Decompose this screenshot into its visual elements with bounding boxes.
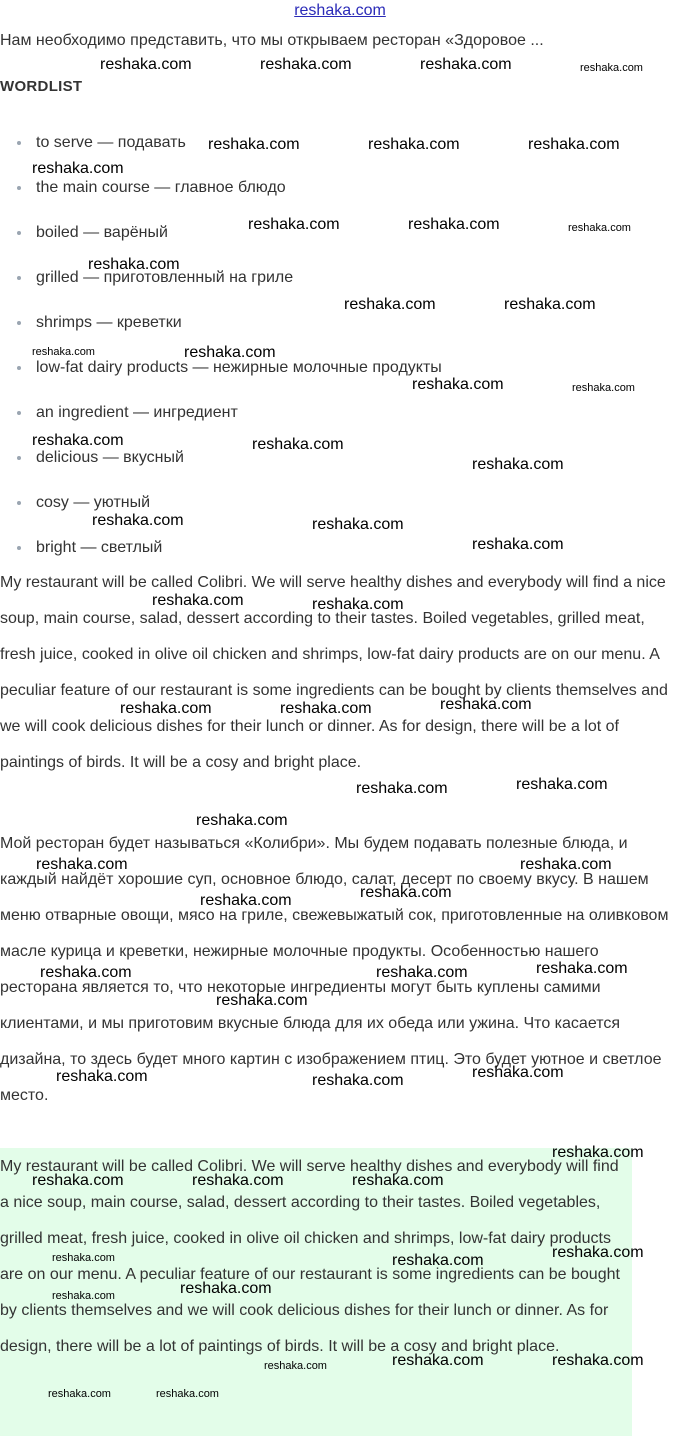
watermark: reshaka.com	[356, 780, 448, 797]
wordlist-item: cosy — уютный	[0, 490, 680, 535]
watermark: reshaka.com	[472, 1064, 564, 1081]
watermark: reshaka.com	[520, 856, 612, 873]
wordlist-item: the main course — главное блюдо	[0, 175, 680, 220]
bullet-icon	[17, 276, 21, 280]
watermark: reshaka.com	[472, 456, 564, 473]
watermark: reshaka.com	[264, 1360, 327, 1372]
watermark: reshaka.com	[572, 382, 635, 394]
watermark: reshaka.com	[32, 346, 95, 358]
watermark: reshaka.com	[552, 1144, 644, 1161]
watermark: reshaka.com	[420, 56, 512, 73]
watermark: reshaka.com	[200, 892, 292, 909]
watermark: reshaka.com	[52, 1290, 115, 1302]
wordlist-item: grilled — приготовленный на гриле	[0, 265, 680, 310]
watermark: reshaka.com	[516, 776, 608, 793]
watermark: reshaka.com	[252, 436, 344, 453]
bullet-icon	[17, 501, 21, 505]
wordlist-item: delicious — вкусный	[0, 445, 680, 490]
watermark: reshaka.com	[528, 136, 620, 153]
watermark: reshaka.com	[536, 960, 628, 977]
watermark: reshaka.com	[552, 1352, 644, 1369]
watermark: reshaka.com	[504, 296, 596, 313]
watermark: reshaka.com	[208, 136, 300, 153]
watermark: reshaka.com	[392, 1252, 484, 1269]
watermark: reshaka.com	[52, 1252, 115, 1264]
watermark: reshaka.com	[92, 512, 184, 529]
watermark: reshaka.com	[36, 856, 128, 873]
watermark: reshaka.com	[368, 136, 460, 153]
watermark: reshaka.com	[344, 296, 436, 313]
watermark: reshaka.com	[48, 1388, 111, 1400]
watermark: reshaka.com	[88, 256, 180, 273]
watermark: reshaka.com	[40, 964, 132, 981]
watermark: reshaka.com	[408, 216, 500, 233]
watermark: reshaka.com	[552, 1244, 644, 1261]
intro-text: Нам необходимо представить, что мы открываем ресторан «Здоровое ...	[0, 32, 544, 49]
watermark: reshaka.com	[376, 964, 468, 981]
watermark: reshaka.com	[156, 1388, 219, 1400]
watermark: reshaka.com	[184, 344, 276, 361]
bullet-icon	[17, 321, 21, 325]
watermark: reshaka.com	[100, 56, 192, 73]
bullet-icon	[17, 366, 21, 370]
wordlist-item: an ingredient — ингредиент	[0, 400, 680, 445]
wordlist-item: shrimps — креветки	[0, 310, 680, 355]
watermark: reshaka.com	[152, 592, 244, 609]
bullet-icon	[17, 546, 21, 550]
watermark: reshaka.com	[392, 1352, 484, 1369]
watermark: reshaka.com	[280, 700, 372, 717]
bullet-icon	[17, 411, 21, 415]
watermark: reshaka.com	[360, 884, 452, 901]
watermark: reshaka.com	[196, 812, 288, 829]
watermark: reshaka.com	[32, 160, 124, 177]
watermark: reshaka.com	[568, 222, 631, 234]
wordlist-item: low-fat dairy products — нежирные молочные продукты	[0, 355, 680, 400]
bullet-icon	[17, 456, 21, 460]
watermark: reshaka.com	[120, 700, 212, 717]
watermark: reshaka.com	[216, 992, 308, 1009]
watermark: reshaka.com	[312, 596, 404, 613]
watermark: reshaka.com	[260, 56, 352, 73]
paragraph-english: My restaurant will be called Colibri. We will serve healthy dishes and everybody will find a nice soup, main course, salad, dessert according to their tastes. Boiled vegetables, grilled meat, fresh juice, cooked in olive oil chicken and shrimps, low-fat dairy products are on our menu. A peculiar feature of our restaurant is some ingredients can be bought by clients themselves and we will cook delicious dishes for their lunch or dinner. As for design, there will be a lot of paintings of birds. It will be a cosy and bright place.	[0, 574, 668, 771]
watermark: reshaka.com	[352, 1172, 444, 1189]
bullet-icon	[17, 141, 21, 145]
watermark: reshaka.com	[56, 1068, 148, 1085]
watermark: reshaka.com	[472, 536, 564, 553]
watermark: reshaka.com	[32, 1172, 124, 1189]
bullet-icon	[17, 231, 21, 235]
wordlist-item: boiled — варёный	[0, 220, 680, 265]
watermark: reshaka.com	[312, 516, 404, 533]
bullet-icon	[17, 186, 21, 190]
watermark: reshaka.com	[580, 62, 643, 74]
watermark: reshaka.com	[312, 1072, 404, 1089]
paragraph-russian: Мой ресторан будет называться «Колибри». Мы будем подавать полезные блюда, и каждый найдёт хорошие суп, основное блюдо, салат, десерт по своему вкусу. В нашем меню отварные овощи, мясо на гриле, свежевыжатый сок, приготовленные на оливковом масле курица и креветки, нежирные молочные продукты. Особенностью нашего ресторана является то, что некоторые ингредиенты могут быть куплены самими клиентами, и мы приготовим вкусные блюда для их обеда или ужина. Что касается дизайна, то здесь будет много картин с изображением птиц. Это будет уютное и светлое место.	[0, 835, 669, 1104]
watermark: reshaka.com	[180, 1280, 272, 1297]
watermark: reshaka.com	[192, 1172, 284, 1189]
watermark: reshaka.com	[248, 216, 340, 233]
watermark: reshaka.com	[412, 376, 504, 393]
watermark: reshaka.com	[32, 432, 124, 449]
wordlist-item: bright — светлый	[0, 535, 680, 580]
watermark: reshaka.com	[440, 696, 532, 713]
wordlist-heading: WORDLIST	[0, 78, 83, 95]
wordlist-item: to serve — подавать	[0, 130, 680, 175]
site-link[interactable]: reshaka.com	[294, 2, 386, 19]
paragraph-highlighted: My restaurant will be called Colibri. We will serve healthy dishes and everybody will find a nice soup, main course, salad, dessert according to their tastes. Boiled vegetables, grilled meat, fresh juice, cooked in olive oil chicken and shrimps, low-fat dairy products are on our menu. A peculiar feature of our restaurant is some ingredients can be bought by clients themselves and we will cook delicious dishes for their lunch or dinner. As for design, there will be a lot of paintings of birds. It will be a cosy and bright place.	[0, 1158, 620, 1355]
